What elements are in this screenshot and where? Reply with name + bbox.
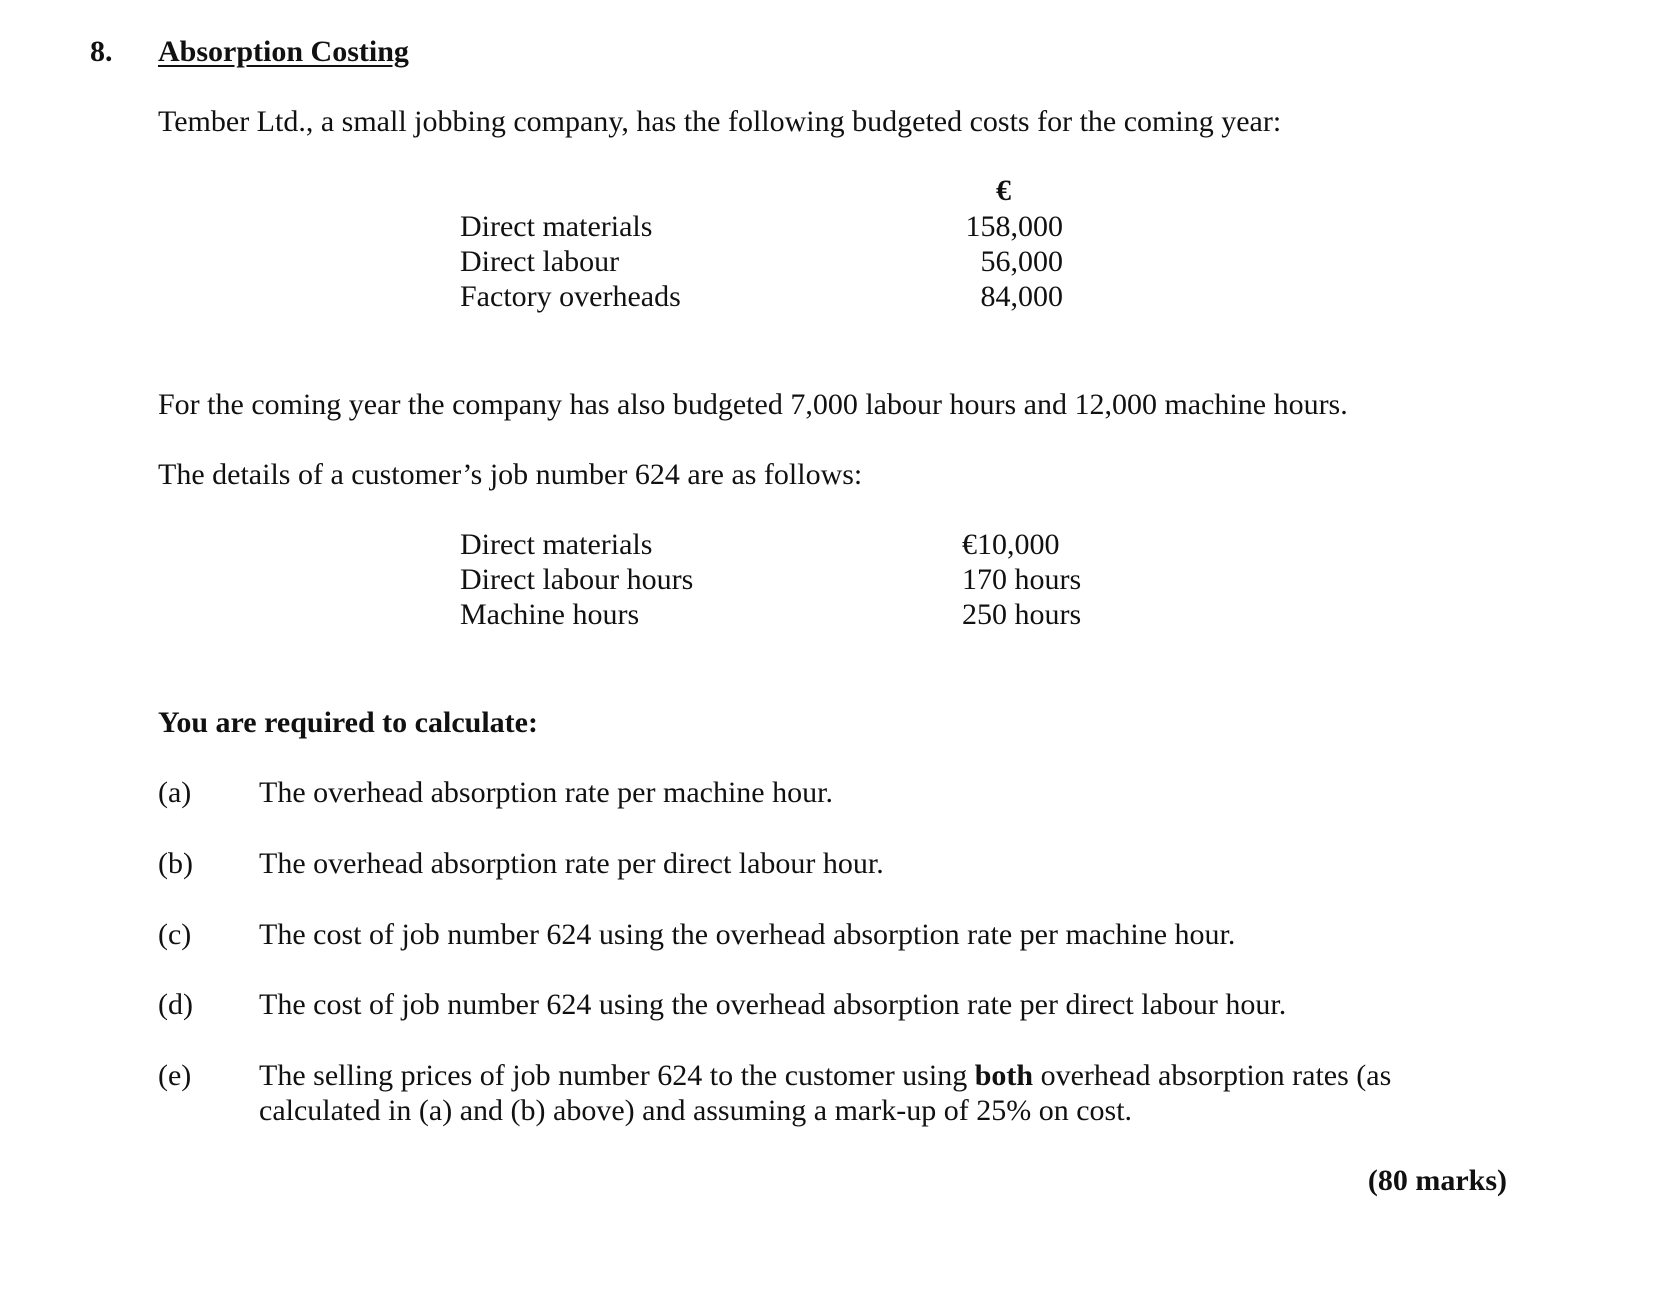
item-text: The cost of job number 624 using the overhead absorption rate per direct labour hour. xyxy=(259,988,1287,1021)
intro-text: Tember Ltd., a small jobbing company, has the following budgeted costs for the coming year: xyxy=(158,105,1282,138)
item-letter: (a) xyxy=(158,776,192,809)
item-text: The overhead absorption rate per direct labour hour. xyxy=(259,847,884,880)
item-letter: (e) xyxy=(158,1059,192,1092)
budget-row-label: Factory overheads xyxy=(460,280,681,313)
marks-label: (80 marks) xyxy=(1367,1164,1507,1197)
budget-row-value: 158,000 xyxy=(965,210,1063,243)
budget-row-label: Direct labour xyxy=(460,245,620,278)
job-row-label: Machine hours xyxy=(460,598,640,631)
item-letter: (d) xyxy=(158,988,193,1021)
question-number: 8. xyxy=(90,35,113,68)
budget-row-value: 56,000 xyxy=(980,245,1063,278)
item-text-after: overhead absorption rates (as xyxy=(1033,1059,1392,1092)
job-row-label: Direct labour hours xyxy=(460,563,694,596)
job-row-value: 170 hours xyxy=(962,563,1082,596)
item-text-before: The selling prices of job number 624 to the customer using xyxy=(259,1059,975,1092)
item-text: The cost of job number 624 using the overhead absorption rate per machine hour. xyxy=(259,918,1236,951)
item-text: The overhead absorption rate per machine hour. xyxy=(259,776,833,809)
budget-row-value: 84,000 xyxy=(980,280,1063,313)
item-text-bold: both xyxy=(974,1059,1034,1092)
job-row-value: 250 hours xyxy=(962,598,1082,631)
currency-header: € xyxy=(996,174,1011,207)
hours-sentence: For the coming year the company has also budgeted 7,000 labour hours and 12,000 machine hours. xyxy=(158,388,1348,421)
required-heading: You are required to calculate: xyxy=(158,706,538,739)
item-letter: (c) xyxy=(158,918,192,951)
question-title: Absorption Costing xyxy=(158,35,409,68)
item-text-line2: calculated in (a) and (b) above) and assuming a mark-up of 25% on cost. xyxy=(259,1094,1133,1127)
job-row-value: €10,000 xyxy=(962,528,1060,561)
budget-row-label: Direct materials xyxy=(460,210,653,243)
job-row-label: Direct materials xyxy=(460,528,653,561)
job-intro: The details of a customer’s job number 624 are as follows: xyxy=(158,458,863,491)
item-letter: (b) xyxy=(158,847,193,880)
item-text-line1 xyxy=(259,1061,1391,1091)
